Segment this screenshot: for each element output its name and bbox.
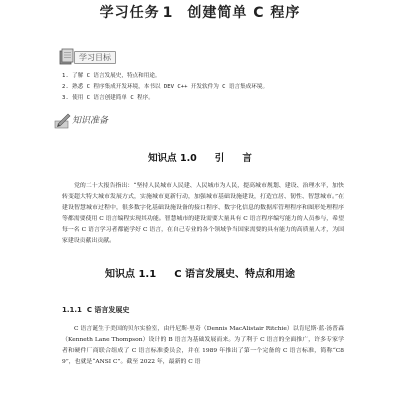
learning-goals-list [62,71,268,104]
book-icon [58,48,76,66]
section-number: 知识点 1.0 [148,153,197,164]
subsection-heading-1-1-1 [62,305,129,315]
knowledge-prep-heading: 知识准备 [72,115,109,126]
learning-goals-badge [58,48,116,66]
task-number: 1 [162,5,174,21]
subsection-title: C 语言发展史 [86,306,130,314]
intro-paragraph: 党的二十大报告指出：“坚持人民城市人民建、人民城市为人民，提高城市规划、建设、治理水平，加快转变超大特大城市发展方式，实施城市更新行动，加强城市基础设施建设，打造宜居、韧性、智慧城市。”在建设智慧城市过程中，很多数字化基础设施设备的接口程序、数字化信息的数据库管理程序和图形处理程序等都需要使用 C 语言编程实现其功能。智慧城市的建设需要大量具有 C 语言程序编写能力的人员参与，希望每一名 C 语言学习者都能学好 C 语言，在自己专业的各个领域争当国家需要的具有能力的高质量人才，为国家建设贡献出贡献。 [62,183,344,244]
section-heading-1-1 [0,265,400,280]
knowledge-prep-badge [54,112,112,130]
page-title [0,2,400,22]
history-paragraph: C 语言诞生于美国的贝尔实验室，由丹尼斯·里奇（Dennis MacAlistair Ritchie）以肯尼斯·蓝·汤普森（Kenneth Lane Thompson）设计的 B 语言为基础发展而来。为了利于 C 语言的全面推广，许多专家学者和硬件厂商联合组成了 C 语言标准委员会，并在 1989 年推出了第一个完备的 C 语言标准，简称“C89”，也就是“ANSI C”。截至 2022 年，最新的 C 语 [62,326,344,365]
subsection-number: 1.1.1 [62,306,82,314]
section-heading-1-0 [0,150,400,164]
section-title: C 语言发展史、特点和用途 [174,269,296,280]
task-name: 创建简单 C 程序 [187,5,301,21]
pencil-icon [54,112,72,130]
list-item: 2. 熟悉 C 程序集成开发环境，本书以 DEV C++ 开发软件为 C 语言集成环境。 [62,84,269,90]
list-item: 1. 了解 C 语言发展史，特点和用途。 [62,73,161,79]
section-title-part: 引 [214,153,225,164]
learning-goals-heading: 学习目标 [74,51,116,64]
task-label: 学习任务 [99,5,160,21]
list-item: 3. 使用 C 语言创建简单 C 程序。 [62,95,154,101]
section-number: 知识点 1.1 [104,269,157,280]
section-title-part: 言 [242,153,252,164]
